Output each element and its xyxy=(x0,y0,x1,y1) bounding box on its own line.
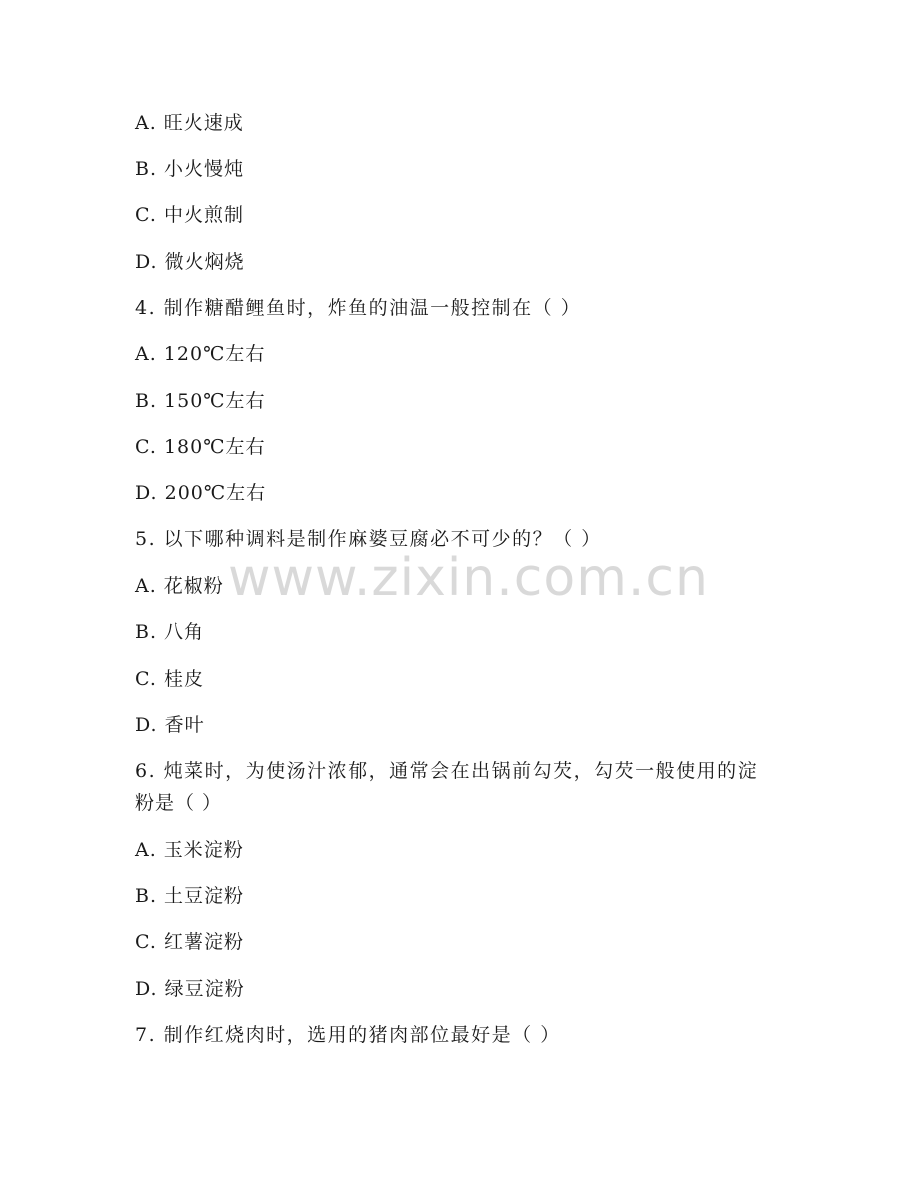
option-d-q5: D. 香叶 xyxy=(135,714,205,736)
option-c-q6: C. 红薯淀粉 xyxy=(135,931,244,953)
option-c-q5: C. 桂皮 xyxy=(135,668,204,690)
option-c-q4: C. 180℃左右 xyxy=(135,436,266,458)
question-4: 4. 制作糖醋鲤鱼时，炸鱼的油温一般控制在（ ） xyxy=(135,297,582,319)
question-7: 7. 制作红烧肉时，选用的猪肉部位最好是（ ） xyxy=(135,1024,561,1046)
option-d-q4: D. 200℃左右 xyxy=(135,482,267,504)
option-d-q6: D. 绿豆淀粉 xyxy=(135,978,245,1000)
option-b-q4: B. 150℃左右 xyxy=(135,390,266,412)
option-a-q5: A. 花椒粉 xyxy=(135,575,224,597)
question-6-line-2: 粉是（ ） xyxy=(135,792,223,814)
question-5: 5. 以下哪种调料是制作麻婆豆腐必不可少的？（ ） xyxy=(135,528,602,550)
option-b-q6: B. 土豆淀粉 xyxy=(135,885,245,907)
option-a-q6: A. 玉米淀粉 xyxy=(135,839,244,861)
option-a-q3: A. 旺火速成 xyxy=(135,112,244,134)
question-6-line-1: 6. 炖菜时，为使汤汁浓郁，通常会在出锅前勾芡，勾芡一般使用的淀 xyxy=(135,760,759,782)
watermark: www.zixin.com.cn xyxy=(228,548,709,608)
option-c-q3: C. 中火煎制 xyxy=(135,204,244,226)
option-d-q3: D. 微火焖烧 xyxy=(135,251,245,273)
option-a-q4: A. 120℃左右 xyxy=(135,343,266,365)
option-b-q3: B. 小火慢炖 xyxy=(135,158,245,180)
option-b-q5: B. 八角 xyxy=(135,621,205,643)
